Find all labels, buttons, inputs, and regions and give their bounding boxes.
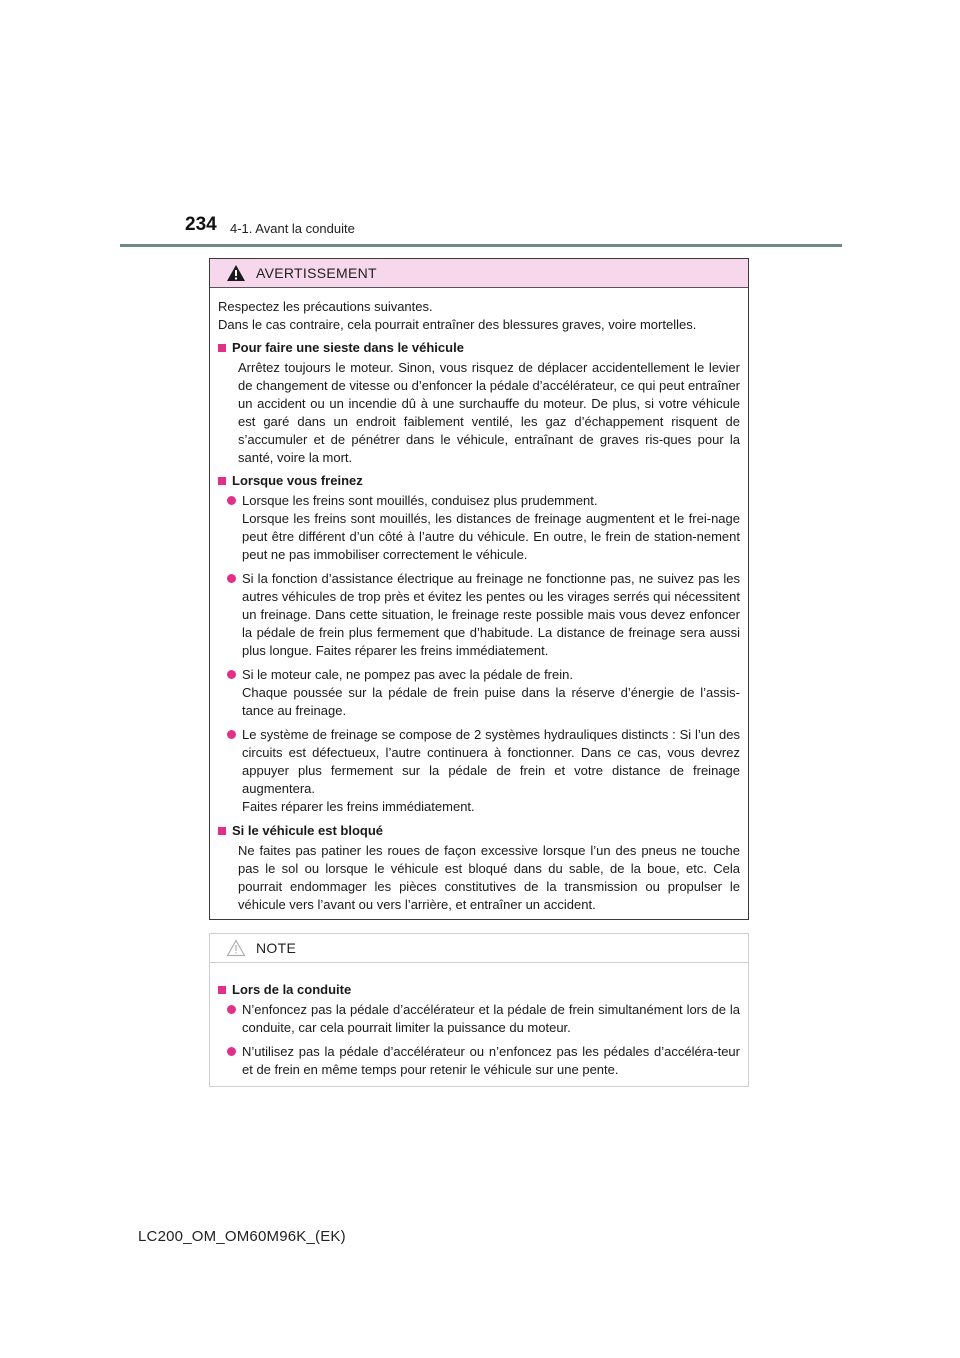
paragraph: Faites réparer les freins immédiatement. — [242, 799, 475, 814]
paragraph: Ne faites pas patiner les roues de façon excessive lorsque l’un des pneus ne touche pas le sol ou lorsque le véhicule est bloqué dans du sable, de la boue, etc. Cela pourrait endommager les pièces constitutives de la transmission ou propulser le véhicule vers l’avant ou vers l’arrière, et entraîner un accident. — [238, 843, 740, 912]
header-rule — [120, 244, 842, 247]
list-item — [227, 666, 740, 720]
list-item — [227, 570, 740, 660]
warning-box — [209, 258, 749, 920]
square-bullet-icon — [218, 477, 226, 485]
circle-bullet-icon — [227, 1047, 236, 1056]
bullet-list — [218, 1001, 740, 1079]
caution-triangle-icon — [226, 939, 246, 957]
list-item — [227, 726, 740, 816]
paragraph: N’enfoncez pas la pédale d’accélérateur et la pédale de frein simultanément lors de la conduite, car cela pourrait limiter la puissance du moteur. — [242, 1002, 740, 1035]
note-body — [210, 963, 748, 1079]
paragraph: Lorsque les freins sont mouillés, les distances de freinage augmentent et le frei-nage peut être différent d’un côté à l’autre du véhicule. En outre, le frein de station-nement peut ne pas immobiliser correctement le véhicule. — [242, 511, 740, 562]
paragraph: Arrêtez toujours le moteur. Sinon, vous risquez de déplacer accidentellement le levier de changement de vitesse ou d’enfoncer la pédale d’accélérateur, ce qui peut entraîner un accident ou un incendie dû à une surchauffe du moteur. De plus, si votre véhicule est garé dans un endroit faiblement ventilé, les gaz d’échappement risquent de s’accumuler et de pénétrer dans le véhicule, entraînant de graves ris-ques pour la santé, voire la mort. — [238, 360, 740, 465]
circle-bullet-icon — [227, 496, 236, 505]
paragraph: Le système de freinage se compose de 2 systèmes hydrauliques distincts : Si l’un des circuits est défectueux, l’autre continuera à fonctionner. Dans ce cas, vous devrez appuyer plus fermement sur la pédale de frein et votre distance de freinage augmentera. — [242, 727, 740, 796]
paragraph: N’utilisez pas la pédale d’accélérateur ou n’enfoncez pas les pédales d’accéléra-teur et de frein en même temps pour retenir le véhicule sur une pente. — [242, 1044, 740, 1077]
document-code: LC200_OM_OM60M96K_(EK) — [138, 1228, 346, 1245]
section-heading — [218, 822, 740, 840]
note-header — [210, 934, 748, 963]
page-number: 234 — [185, 214, 217, 235]
square-bullet-icon — [218, 986, 226, 994]
section-heading-text: Lors de la conduite — [232, 982, 352, 997]
section-heading — [218, 472, 740, 490]
list-item-text — [242, 492, 740, 564]
paragraph: Chaque poussée sur la pédale de frein puise dans la réserve d’énergie de l’assis-tance au freinage. — [242, 685, 740, 718]
note-box — [209, 933, 749, 1087]
list-item — [227, 1043, 740, 1079]
warning-header — [210, 259, 748, 288]
intro-line: Dans le cas contraire, cela pourrait entraîner des blessures graves, voire mortelles. — [218, 317, 697, 332]
section-heading — [218, 981, 740, 999]
section-heading-text: Si le véhicule est bloqué — [232, 823, 383, 838]
warning-triangle-icon — [226, 264, 246, 282]
list-item — [227, 1001, 740, 1037]
circle-bullet-icon — [227, 574, 236, 583]
list-item-text — [242, 1043, 740, 1079]
list-item-text — [242, 726, 740, 816]
paragraph: Si la fonction d’assistance électrique au freinage ne fonctionne pas, ne suivez pas les autres véhicules de trop près et évitez les pentes ou les virages serrés qui nécessitent un freinage. Dans cette situation, le freinage reste possible mais vous devez enfoncer la pédale de frein plus fermement que d’habitude. La distance de freinage sera aussi plus longue. Faites réparer les freins immédiatement. — [242, 571, 740, 658]
section-title: 4-1. Avant la conduite — [230, 221, 355, 236]
list-item-text — [242, 570, 740, 660]
warning-intro — [218, 298, 740, 334]
square-bullet-icon — [218, 827, 226, 835]
warning-title: AVERTISSEMENT — [256, 265, 377, 281]
list-item-text — [242, 1001, 740, 1037]
circle-bullet-icon — [227, 1005, 236, 1014]
list-item-text — [242, 666, 740, 720]
intro-line: Respectez les précautions suivantes. — [218, 299, 433, 314]
section-heading-text: Pour faire une sieste dans le véhicule — [232, 340, 464, 355]
bullet-list — [218, 492, 740, 816]
circle-bullet-icon — [227, 670, 236, 679]
circle-bullet-icon — [227, 730, 236, 739]
warning-body — [210, 288, 748, 914]
section-heading — [218, 339, 740, 357]
paragraph: Lorsque les freins sont mouillés, conduisez plus prudemment. — [242, 493, 598, 508]
section-text — [238, 842, 740, 914]
list-item — [227, 492, 740, 564]
note-title: NOTE — [256, 940, 297, 956]
paragraph: Si le moteur cale, ne pompez pas avec la pédale de frein. — [242, 667, 573, 682]
square-bullet-icon — [218, 344, 226, 352]
section-text — [238, 359, 740, 467]
section-heading-text: Lorsque vous freinez — [232, 473, 363, 488]
